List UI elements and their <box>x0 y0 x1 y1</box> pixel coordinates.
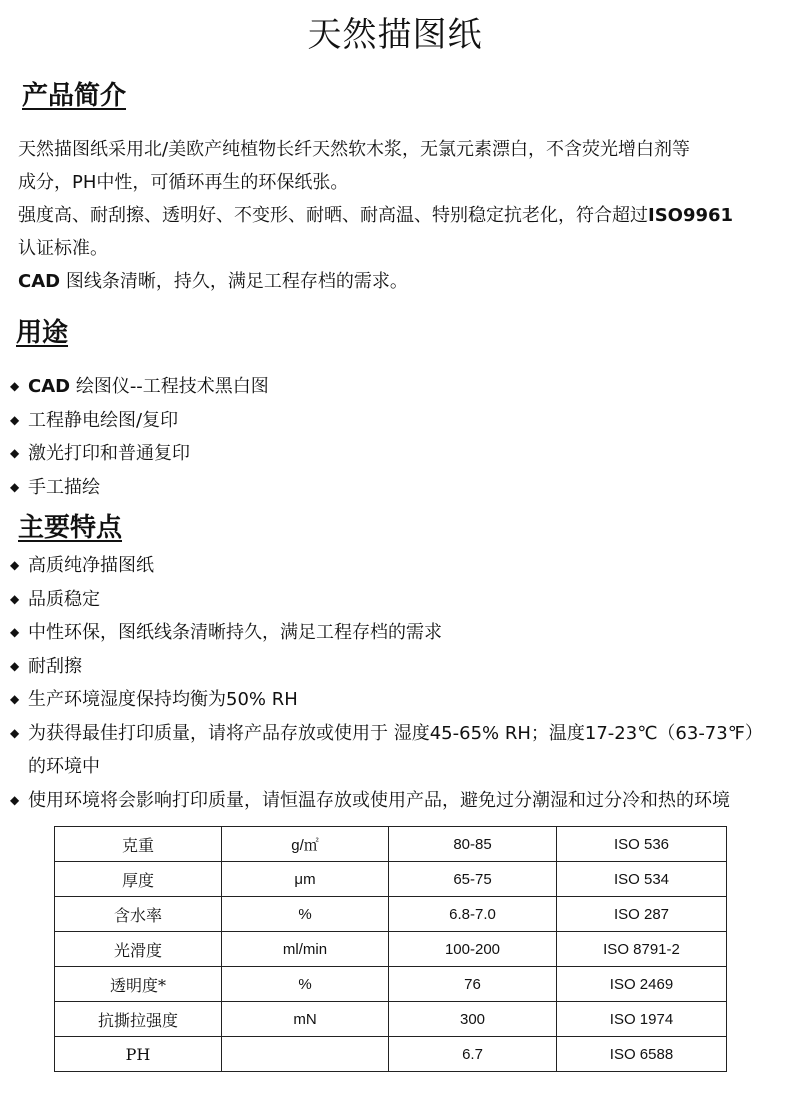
usage-item-bold: CAD <box>28 376 71 397</box>
features-list <box>10 549 780 817</box>
feature-item <box>10 583 780 617</box>
diamond-bullet-icon: ◆ <box>10 725 20 740</box>
feature-item <box>10 784 780 818</box>
table-row <box>55 897 727 932</box>
spec-standard-cell: ISO 536 <box>557 827 727 862</box>
iso-standard: ISO9961 <box>648 205 734 226</box>
spec-standard-cell: ISO 1974 <box>557 1002 727 1037</box>
table-row <box>55 1002 727 1037</box>
intro-line-4: 认证标准。 <box>18 238 108 259</box>
spec-unit-cell: μm <box>222 862 389 897</box>
spec-unit-cell: g/㎡ <box>222 827 389 862</box>
feature-item <box>10 683 780 717</box>
spec-value-cell: 100-200 <box>389 932 557 967</box>
spec-table <box>54 826 727 1072</box>
spec-standard-cell: ISO 8791-2 <box>557 932 727 967</box>
spec-name-cell: 含水率 <box>55 897 222 932</box>
usage-item <box>10 437 780 471</box>
spec-value-cell: 300 <box>389 1002 557 1037</box>
usage-list <box>10 370 780 504</box>
intro-heading: 产品简介 <box>22 81 127 111</box>
feature-item-text: 耐刮擦 <box>28 655 82 677</box>
table-row <box>55 862 727 897</box>
spec-unit-cell: % <box>222 967 389 1002</box>
spec-unit-cell <box>222 1037 389 1072</box>
feature-item-text: 中性环保，图纸线条清晰持久，满足工程存档的需求 <box>28 622 442 643</box>
feature-item-text: 高质纯净描图纸 <box>28 555 154 576</box>
diamond-bullet-icon: ◆ <box>10 412 20 427</box>
spec-value-cell: 65-75 <box>389 862 557 897</box>
spec-value-cell: 6.7 <box>389 1037 557 1072</box>
feature-item-text: 生产环境湿度保持均衡为50% RH <box>28 689 298 710</box>
feature-item-text: 为获得最佳打印质量，请将产品存放或使用于 湿度45-65% RH；温度17-23℃（63-73℉）的环境中 <box>28 722 763 777</box>
features-heading: 主要特点 <box>18 513 123 543</box>
cad-label: CAD <box>18 271 61 292</box>
intro-line-5 <box>18 265 778 298</box>
diamond-bullet-icon: ◆ <box>10 625 20 639</box>
diamond-bullet-icon: ◆ <box>10 446 20 460</box>
diamond-bullet-icon: ◆ <box>10 379 20 393</box>
spec-name-cell: 厚度 <box>55 862 222 897</box>
spec-name-cell: 透明度* <box>55 967 222 1002</box>
diamond-bullet-icon: ◆ <box>10 479 20 494</box>
spec-name-cell: PH <box>55 1037 222 1072</box>
intro-line-2: 成分，PH中性，可循环再生的环保纸张。 <box>18 172 349 193</box>
spec-value-cell: 76 <box>389 967 557 1002</box>
diamond-bullet-icon: ◆ <box>10 591 20 606</box>
feature-item <box>10 549 780 583</box>
usage-item-text: 激光打印和普通复印 <box>28 443 190 464</box>
feature-item-text: 使用环境将会影响打印质量，请恒温存放或使用产品，避免过分潮湿和过分冷和热的环境 <box>28 789 730 811</box>
usage-item <box>10 404 780 438</box>
intro-paragraph <box>18 133 778 298</box>
spec-unit-cell: % <box>222 897 389 932</box>
spec-value-cell: 80-85 <box>389 827 557 862</box>
spec-standard-cell: ISO 287 <box>557 897 727 932</box>
usage-item <box>10 370 780 404</box>
intro-line-3-text: 强度高、耐刮擦、透明好、不变形、耐晒、耐高温、特别稳定抗老化，符合超过 <box>18 205 648 226</box>
table-row <box>55 967 727 1002</box>
intro-line-5-text: 图线条清晰，持久，满足工程存档的需求。 <box>60 271 408 292</box>
spec-name-cell: 光滑度 <box>55 932 222 967</box>
spec-value-cell: 6.8-7.0 <box>389 897 557 932</box>
intro-line-1: 天然描图纸采用北/美欧产纯植物长纤天然软木浆，无氯元素漂白，不含荧光增白剂等 <box>18 139 691 160</box>
feature-item <box>10 717 780 784</box>
spec-unit-cell: ml/min <box>222 932 389 967</box>
intro-line-3 <box>18 199 778 232</box>
table-row <box>55 1037 727 1072</box>
usage-item-text: 绘图仪--工程技术黑白图 <box>70 376 269 397</box>
spec-name-cell: 克重 <box>55 827 222 862</box>
usage-heading: 用途 <box>16 318 69 348</box>
page-title: 天然描图纸 <box>307 15 483 55</box>
diamond-bullet-icon: ◆ <box>10 658 20 673</box>
spec-standard-cell: ISO 2469 <box>557 967 727 1002</box>
diamond-bullet-icon: ◆ <box>10 558 20 572</box>
diamond-bullet-icon: ◆ <box>10 792 20 807</box>
spec-name-cell: 抗撕拉强度 <box>55 1002 222 1037</box>
diamond-bullet-icon: ◆ <box>10 692 20 706</box>
feature-item-text: 品质稳定 <box>28 588 100 610</box>
spec-standard-cell: ISO 534 <box>557 862 727 897</box>
usage-item <box>10 471 780 505</box>
usage-item-text: 工程静电绘图/复印 <box>28 409 179 431</box>
feature-item <box>10 650 780 684</box>
table-row <box>55 827 727 862</box>
feature-item <box>10 616 780 650</box>
usage-item-text: 手工描绘 <box>28 476 100 498</box>
spec-standard-cell: ISO 6588 <box>557 1037 727 1072</box>
spec-unit-cell: mN <box>222 1002 389 1037</box>
table-row <box>55 932 727 967</box>
